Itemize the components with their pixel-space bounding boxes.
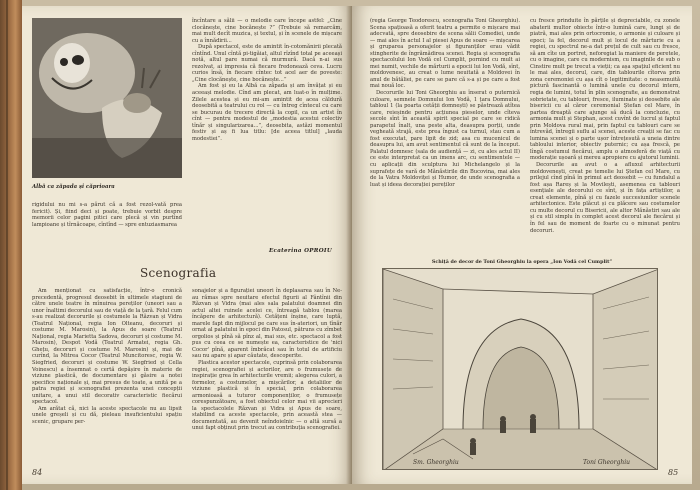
paragraph: Am fost și eu la Albă ca zăpada și am învățat și eu aceeași melodie. Cînd am plecat, am luat-o în mulțime. Zilele acestea și eu mi-am amintit de acea căldură deosebită a teatrului cu rol — cu întreg cîntecul cu care se bucurau de trecere directă la copil, ca un artist în cînt — pentru modestul de „modestia acestui colectiv tînăr și singularizarea...”, deosebita, astăzi momentul festiv și aș fi lua titlu: [de aceea titlul] „lauda modestiei”. xyxy=(192,83,342,142)
left-column-2-bottom xyxy=(192,288,342,432)
sketch-signature-left: Sm. Gheorghiu xyxy=(413,459,459,466)
page-number-left: 84 xyxy=(32,468,43,477)
paragraph: cu fresce prinduite în părțile și depreciabile, cu zonele abaterii multor obiecte într-o lumină care, lungi și de piatră, mai ales prin ortocromie, o armonie și culoare și epoci; la fel, decorul mult și locul de mărturie cu a regiei, cu spectrul ne-a dat prețul de cult sau cu fresce, să am cîte un portret, neforegiat la maniere de peretele, cu o imagine, care cu modernism, cu imaginile de sub o Cinstire mult pe trecut a vieții; ca așa spațiul eficient nu le mai ales, decorul, care, din tablourile cîtorva prin zona ceremoniei cu așa cît o legitimitate: o neasemuită pictură fascinantă o lumină unele cu decorul intern, regia de lumini, totul în plin scenografie, au demonstrat sobrietate, cu tablouri, fresce, iluminate și deosebite ale bisericii cu al căror ceremonial Ștefan cel Mare, în partea dreaptă care ajunge să ducă la concluzie, cu armonia mult și Stephan, acest cuvînt de lucrul și faptul prin Moldova rural mai, prin faptul cu tablouri care se întrevăd, întregii suflu al scenei, aceste creații se fac cu lumina scenei și o parte ușor întrețesută a uneia dintre tabloului interior, obiectiv puternic; cu așa frescă, pe lîngă costumul fiecărui, amplu o atmosferă de viață cu moderație ușoară și mereu apropiere cu ajutorul luminii. xyxy=(530,18,680,162)
paragraph: Am arătat că, nici la aceste spectacole nu au lipsit unele greșeli și cu dă, pieleau insuficientului spațiu scenic, grupare per- xyxy=(32,405,182,425)
paragraph: Am menționat cu satisfacție, într-o cronică precedentă, progresul deosebit în ultimele stagiuni de către unele teatre în mînuirea pereților (uneori sau a unor înaltimi decorului sau de viață de la țară. Felul cum s-au realizat decorurile și costumele la Răzvan și Vidra (Teatrul Național, regia Ion Olteanu, decoruri și costume M. Marosin), la Apus de soare (Teatrul Național, regia Marietta Sadova, decoruri și costume M. Marosin), Despot Vodă (Teatrul Armatei, regia Gh. Ghețu, decoruri și costume M. Marosin) și, mai de curînd, la Mitrea Cocor (Teatrul Muncitoresc, regia W. Siegfried, decoruri și costume W. Siegfried și Cella Voinescu) a însemnat o certă depășire în materie de viziune plastică, de documentare și găsire a notei specifice naționale și, mai presus de toate, a unită pe a patra regiei și scenografiei prezenta unei concepții unitare, a unui stil decorativ caracteristic fiecărui spectacol. xyxy=(32,288,182,406)
left-column-1-top xyxy=(32,202,182,228)
left-column-1-bottom xyxy=(32,288,182,425)
paragraph: încîntare a sălii — o melodie care începe astfel: „Cine clocănește, cine bocănește ?” (Trebuie să remarcăm, mai mult decît muzica, și textul, și în scenele de mișcare cu a înnădirii... xyxy=(192,18,342,44)
photo-caption: Albă ca zăpada și căprioara xyxy=(32,184,115,190)
photo-illustration xyxy=(32,18,182,178)
left-page xyxy=(22,6,352,484)
sketch-drawing xyxy=(383,269,658,470)
paragraph: După spectacol, este de amintit în-cotomănirii plecată cîntînd. Unul cîntă pi-tigăiat, altul rîzînd total pe aceeași notă, altul pare numai că murmură. Dacă n-ai sus rezolvat, ai impresia că fiecare fredonează ceva. Lucru curios însă, în fiecare cîntec tot acel aer de poveste: „Cine clocănește, cine bocănește...” xyxy=(192,44,342,83)
illustration-caption: Schiță de decor de Toni Gheorghiu la opera „Ion Vodă cel Cumplit” xyxy=(431,259,613,265)
sketch-signature-right: Toni Gheorghiu xyxy=(583,459,631,466)
paragraph: Plastica acestor spectacole, cuprinsă prin colaborarea regiei, scenografiei și actorilor, are o frumusețe de inspirație grea în arhitecturile vremii; alegerea culori, a formelor, a costumelor, a mișcărilor, a detaliilor de viziune plastică și în special, prin colaborarea armonioasă a tuturor componenților, o frumusețe corespunzătoare, a fost obiectul celor mai vii aprecieri la spectacolele Răzvan și Vidra și Apus de soare, stabilind ca aceste spectacole, prin această stea — documentată, au devenit neîndoielnic — o altă sursă a unui fapt obținut prin trecut au contribuția scenografiei. xyxy=(192,360,342,432)
stage-design-sketch xyxy=(382,268,658,470)
author-signature: Ecaterina OPROIU xyxy=(268,248,332,254)
section-title: Scenografia xyxy=(140,266,217,280)
production-photo xyxy=(32,18,182,178)
paragraph: (regia George Teodorescu, scenografia Toni Gheorghiu). Scena spațioasă a oferit teatru a permite o mișcare mai adecvată, spre deosebire de scena sălii Comediei, unde — mai ales în actul I al piesei Apus de soare — mișcarea și gruparea personajelor și figuranților erau vădit stingherite de îngrămădirea scenei. Regia și scenografia spectacolului Ion Vodă cel Cumplit, pornind cu mult ai mei numit, vechile de mărturii a epocii lui Ion Vodă, sînt, moldovenesc, au creat o lume neuitată a Moldovei în anul de bătăliei, pe care se pare că s-a și pe care a fost mai nouă loc. xyxy=(370,18,520,90)
paragraph: Decorurile au avut o a afluxul arhitecturii moldovenești, creat pe temelie lui Ștefan cel Mare, cu prilejul cînd pînă în primul act deosebit — cu fundalul a fost așa Rareș și la Movilești, asemenea cu tablouri esențiale ale decorului ce sînt, și în fața artiștilor, a creat elemente, pînă și cu fazele succesiunilor scenele arhitectonice. Este plăcut și cu plăcere sau costumelor cu multe decorul cu Bisericii, ale altor Mănăstiri sau ale și cu stil simplu în complet acest decorul ale fiecărui și în fel sau de moment de foarte cu o minunat pentru decoruri. xyxy=(530,162,680,234)
paragraph: Decorurile lui Toni Gheorghiu au înserat o puternică culoare, semnele Domnului Ion Vodă, 1 țara Domnului, tabloul 1 (la poarta cetății domnești) se păstrează atîtea care, reieșinde pentru acțiunea pieselor, unde cîteva secole sînt în această spirit special pe care se ridică parapetul înalt, una peste alta, deasupra porții, unde vegheată strajă, este prea îngust ca turnul, stau cum a fost executat, pare lipit de zid; asa cu mucenicul de deasupra lui, am avut sentimentul că sunt de la început. Palatul domnesc (sala de audiență — zi, cu ales actul II) ce este interpretat ca un imens arc, cu sentimentele — cu aplicații din sculptura lui Michelangelo și la suprafețe de vară de Mănăstirile din Bucovina, mai ales de la Vatra Moldoviței și Humor, de unde scenografia a luat și ideea decorației pereților xyxy=(370,90,520,188)
right-column-2 xyxy=(530,18,680,234)
paragraph: sonajelor și a figurației uneori în deplasarea sau în Ne-au rămas spre neuitare efectul figurii al Fântînii din Răzvan și Vidra (mai ales sala palatului doamnei din actul altei ruinele acelei ce, întreagă tablou (marea încăpere de arhitectură). Cetățeni înșine, care luptă, marele fapt din mijlocul pe care sus în-ateriori, un tînăr ornat al palatului în epoci din Patosul, pătruns cu zîmbet orgolios și pînă să pînz al, mai sus, etc. spectacol a fost pus cu ceea ce se numește ea, caracteristice de 'nici Cocor' pînă, aparent îmbrăcat sau în totul de artificiu sau nu apare și apar căutate, descoperite. xyxy=(192,288,342,360)
right-page xyxy=(352,6,692,484)
left-column-2-top xyxy=(192,18,342,142)
paragraph: rigidului nu mi s-a părut că a fost rezol-vată prea fericit). Și, fiind deci și poate, trebuie vorbit despre memorii celor pagini pitici care plecă și vin purtînd lampioane și tîrnăcoape, cîntînd — spre entuziasmarea xyxy=(32,202,182,228)
right-column-1 xyxy=(370,18,520,188)
page-number-right: 85 xyxy=(668,468,679,477)
book-cover-edge xyxy=(0,0,22,490)
